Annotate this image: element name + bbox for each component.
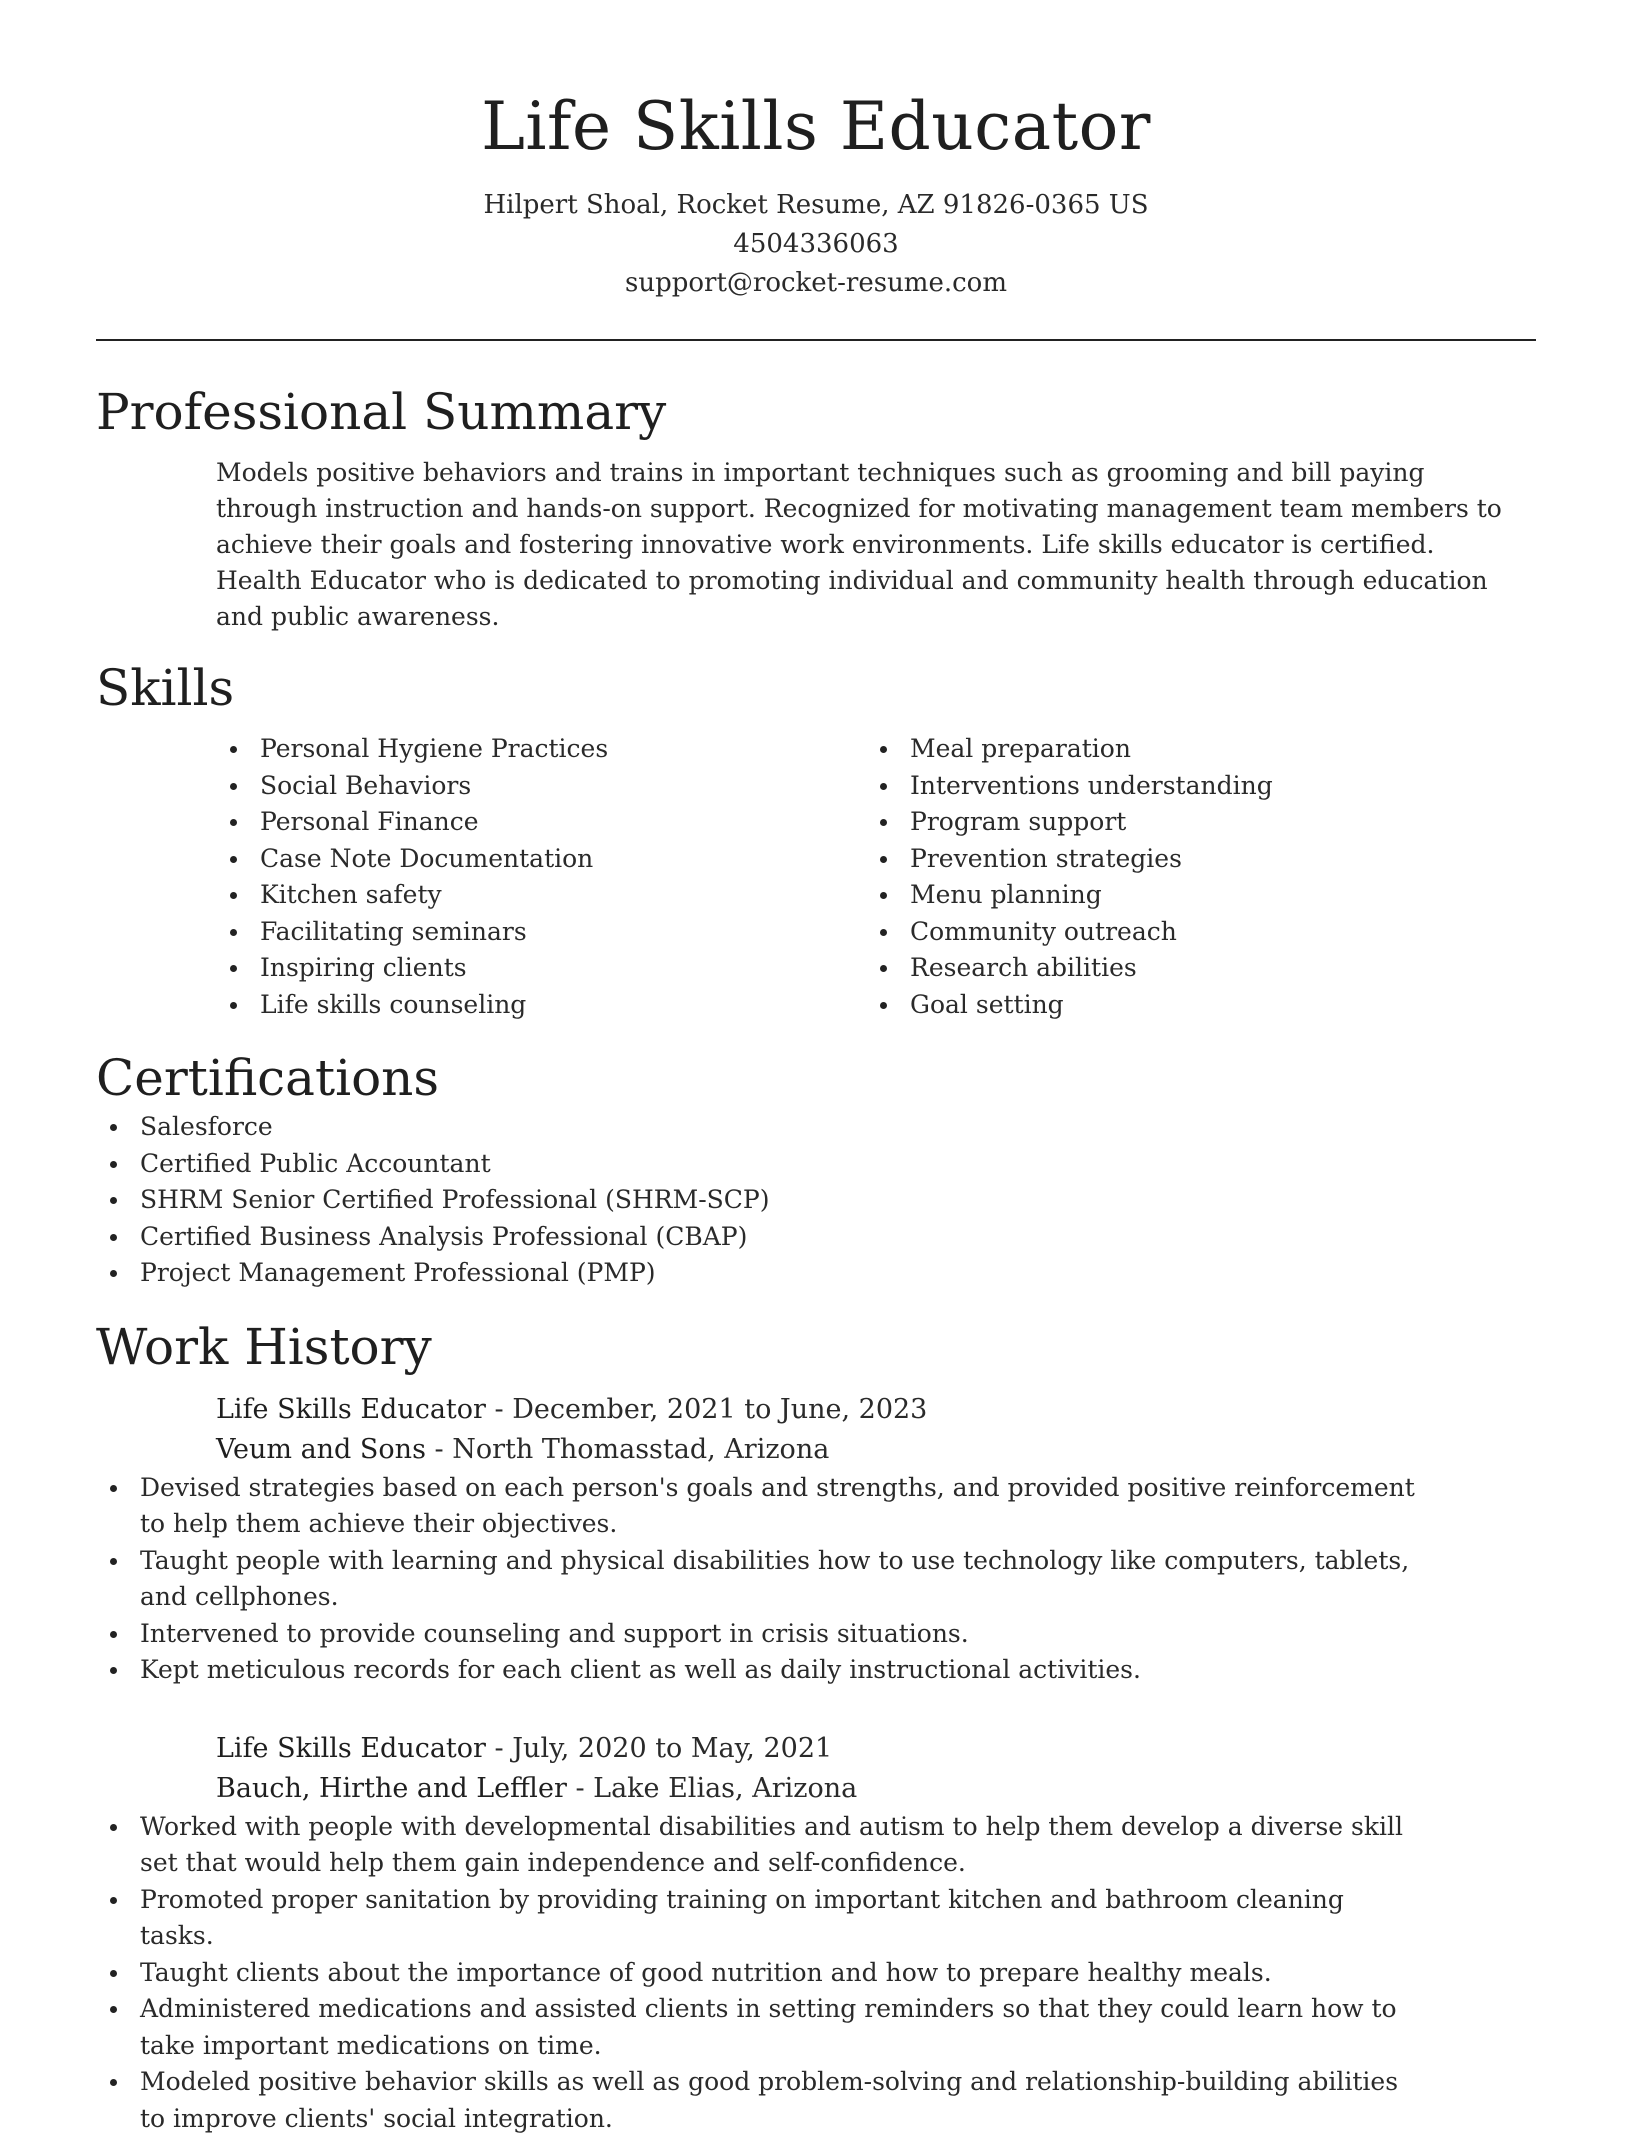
summary-section (96, 381, 1536, 635)
resume-name: Life Skills Educator (96, 84, 1536, 170)
list-item: Personal Hygiene Practices (216, 731, 866, 768)
summary-title: Professional Summary (96, 381, 1536, 443)
list-item: Project Management Professional (PMP) (96, 1255, 1536, 1292)
skills-title: Skills (96, 657, 1536, 719)
job-company: Veum and Sons (216, 1434, 426, 1465)
header-divider (96, 339, 1536, 341)
job-duties-list (96, 1470, 1416, 1689)
job-duties-list (96, 1809, 1416, 2137)
job-title: Life Skills Educator (216, 1394, 486, 1425)
job-company-line (216, 1769, 1536, 1809)
certifications-list (96, 1109, 1536, 1292)
job-entry (96, 1729, 1536, 2137)
contact-block (96, 186, 1536, 303)
list-item: Intervened to provide counseling and support in crisis situations. (96, 1616, 1416, 1653)
list-item: Research abilities (866, 950, 1516, 987)
list-item: Kitchen safety (216, 877, 866, 914)
list-item: Promoted proper sanitation by providing training on important kitchen and bathroom cleaning tasks. (96, 1882, 1416, 1955)
job-title-line (216, 1390, 1536, 1430)
list-item: Salesforce (96, 1109, 1536, 1146)
list-item: Community outreach (866, 914, 1516, 951)
list-item: Facilitating seminars (216, 914, 866, 951)
list-item: Worked with people with developmental disabilities and autism to help them develop a diverse skill set that would help them gain independence and self-confidence. (96, 1809, 1416, 1882)
contact-phone: 4504336063 (96, 225, 1536, 264)
list-item: Program support (866, 804, 1516, 841)
job-company: Bauch, Hirthe and Leffler (216, 1773, 567, 1804)
certifications-title: Certifications (96, 1047, 1536, 1109)
contact-email: support@rocket-resume.com (96, 264, 1536, 303)
list-item: Social Behaviors (216, 768, 866, 805)
list-item: Interventions understanding (866, 768, 1516, 805)
job-entry (96, 1390, 1536, 1689)
skills-list-left (216, 731, 866, 1023)
job-location: - Lake Elias, Arizona (567, 1773, 857, 1804)
contact-address: Hilpert Shoal, Rocket Resume, AZ 91826-0365 US (96, 186, 1536, 225)
list-item: SHRM Senior Certified Professional (SHRM-SCP) (96, 1182, 1536, 1219)
job-location: - North Thomasstad, Arizona (426, 1434, 829, 1465)
list-item: Certified Business Analysis Professional (CBAP) (96, 1219, 1536, 1256)
job-dates: - July, 2020 to May, 2021 (486, 1733, 832, 1764)
list-item: Kept meticulous records for each client as well as daily instructional activities. (96, 1652, 1416, 1689)
list-item: Goal setting (866, 987, 1516, 1024)
job-company-line (216, 1430, 1536, 1470)
list-item: Menu planning (866, 877, 1516, 914)
list-item: Taught people with learning and physical disabilities how to use technology like computers, tablets, and cellphones. (96, 1543, 1416, 1616)
work-history-title: Work History (96, 1316, 1536, 1378)
list-item: Devised strategies based on each person's goals and strengths, and provided positive reinforcement to help them achieve their objectives. (96, 1470, 1416, 1543)
job-title-line (216, 1729, 1536, 1769)
skills-section (96, 657, 1536, 1023)
list-item: Taught clients about the importance of good nutrition and how to prepare healthy meals. (96, 1955, 1416, 1992)
skills-list-right (866, 731, 1516, 1023)
list-item: Modeled positive behavior skills as well as good problem-solving and relationship-building abilities to improve clients' social integration. (96, 2064, 1416, 2137)
skills-columns (216, 731, 1536, 1023)
certifications-section (96, 1047, 1536, 1292)
work-history-section (96, 1316, 1536, 2137)
list-item: Life skills counseling (216, 987, 866, 1024)
summary-text: Models positive behaviors and trains in important techniques such as grooming and bill paying through instruction and hands-on support. Recognized for motivating management team members to achieve their goals and fostering innovative work environments. Life skills educator is certified. Health Educator who is dedicated to promoting individual and community health through education and public awareness. (216, 455, 1516, 635)
resume-header (96, 0, 1536, 303)
list-item: Meal preparation (866, 731, 1516, 768)
list-item: Case Note Documentation (216, 841, 866, 878)
list-item: Inspiring clients (216, 950, 866, 987)
resume-page (96, 0, 1536, 2137)
list-item: Administered medications and assisted clients in setting reminders so that they could learn how to take important medications on time. (96, 1991, 1416, 2064)
list-item: Prevention strategies (866, 841, 1516, 878)
list-item: Certified Public Accountant (96, 1146, 1536, 1183)
job-dates: - December, 2021 to June, 2023 (486, 1394, 927, 1425)
job-title: Life Skills Educator (216, 1733, 486, 1764)
list-item: Personal Finance (216, 804, 866, 841)
